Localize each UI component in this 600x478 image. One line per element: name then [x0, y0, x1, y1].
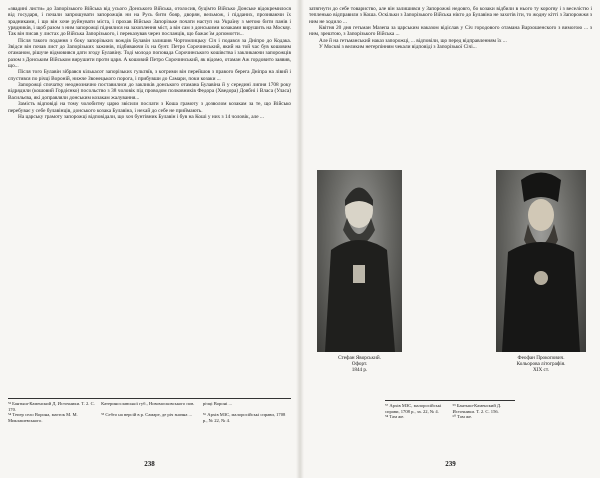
page-number: 238 [144, 460, 155, 468]
portraits-block [317, 170, 586, 398]
page-number: 239 [445, 460, 456, 468]
footnote: ⁵⁸ Там же. [385, 414, 405, 420]
footnote: ⁵⁹ Бантыш-Каменский Д. Источники. Т. 2. С. 156. [452, 403, 502, 414]
portrait-stefan-yavorsky [317, 170, 402, 373]
paragraph: Після такого подання з боку запорізьких вождів Булавін залишив Чортомлицьку Січ і подався за Дніпро до Кодака. Звідси він почав лист до Запорізьких зажинів, підбиваючи їх на бунт. Петро Сорочинський, який на той час був кошовим отаманом, рішуче відмовився дати згоду Булавіну. Тоді молодо поповада Сорочинського кошівства і закликаючи запорожців разом з Донським Військом вирушити проти царя. А кошовий Петро Сорочинський, як відомо, отаман Аж гордовито заявив, що... [8, 37, 291, 70]
portrait-figure-icon [496, 170, 586, 352]
footnotes [385, 400, 515, 420]
paragraph: затягнути до себе товариство, але він залишився у Запорожжі недовго, бо козаки відбили в нього ту корогву і з веселістю і тепленько відправили з Коша. Оскільки з Запорізького Війська нікто до Булавіна не захотів іти, то жодну кітті з Запорожжя з ним не ходило ... [309, 6, 592, 25]
footnote: Катеринославської губ., Новомосковського пов. [101, 401, 195, 406]
portrait-caption: Феофан Прокопович. Кольорова літографія. XIX ст. [516, 355, 566, 373]
footnote: ⁵³ Бантыш-Каменский Д. Источники. Т. 2. С. 170. [8, 401, 95, 412]
footnote: ⁵⁴ Тепер село Ворона, маєток М. М. Миклашевського. [8, 412, 78, 423]
paragraph: Замість відповіді на тому чолобитну царю звісили послати з Коша грамоту з дозвoлом козакам за те, що Військо перебуває у себе булавінців, донського козака Булавіна, і нехай до себе не приймають. [8, 101, 291, 114]
book-gutter [296, 0, 304, 478]
right-page [309, 6, 592, 478]
paragraph: Запорожці спочатку неоднозначно поставилися до закликів донського отамана Булавіна й у середині липня 1708 року відрядили (кошовий Гордієнко) посольство з 38 чоловік під проводом полковників Федора (Хведора) Довбні і Власа (Уласа) Васильєва, які доправляли донським козакам жалування... [8, 82, 291, 101]
portrait-figure-icon [317, 170, 402, 352]
footnote: ⁵⁷ Архів МЗС, малоросійські справи, 1708 р., за. 22, № 4. [385, 403, 442, 414]
paragraph: У Москві з великим нетерпінням чекали відповіді з Запорізької Січі... [319, 44, 477, 51]
portrait-caption: Стефан Яворський. Офорт. 1844 р. [338, 355, 381, 373]
footnote: річці Вороні ... [202, 401, 232, 406]
paragraph: Після того Булавін зібрався кількасот запорізьких гультяїв, з котрими він перейшов з правого берега Дніпра на лівий і спустився по річці Вороній, нижче Звонецького порога, і прибувши до Самари, поки козаки ... [8, 69, 291, 82]
paragraph: «звадині листи» до Запорізького Війська від усього Донського Війська, отолосив, буцімто Військо Донське відокремилося від государя, і почали запрошувати запорожців ни на Русь бити бояр, дворян, вельмож, і підданих, прозиваючи їх зрадниками, і що він хоче руйнувати міста, і прохав Військо Запорізьке почати наступ на Україну з метою бити панів і урядників, і щоб разом з ним запорожці піднялися на захоплення міст, а він сам з донськими козаками вирушить на Москву. Так він писав у листах до Війська Запорізького, і переказував через посланців, що бажає їм допомогти... [8, 6, 291, 38]
paragraph: На царську грамоту запорожці відповідали, що хоч бунтівник Булавін і був на Коші у них з 14 чоловік, але ... [18, 113, 264, 120]
portrait-image [496, 170, 586, 352]
portrait-feofan-prokopovych [496, 170, 586, 373]
paragraph: Квітня 20 дня гетьман Мазепа за царським наказом відіслав у Січ городового отамана Вархошенского з вимогою ... з ним, зрештою, з Запорізького Війська ... [309, 25, 592, 38]
footnote: ⁶⁰ Там же. [452, 414, 473, 420]
left-page [8, 6, 291, 478]
footnote: ⁵⁶ Архів МЗС, малоросійські справи, 1708 р., № 22, № 4. [202, 412, 286, 423]
footnotes [8, 398, 291, 423]
footnote: ⁵⁵ Себто на версій в р. Самаре, де річ значна ... [101, 412, 192, 418]
portrait-image [317, 170, 402, 352]
paragraph: Але й на гетьманський наказ запорожці, ... відповіли, що перед відправленням їх ... [319, 37, 507, 44]
